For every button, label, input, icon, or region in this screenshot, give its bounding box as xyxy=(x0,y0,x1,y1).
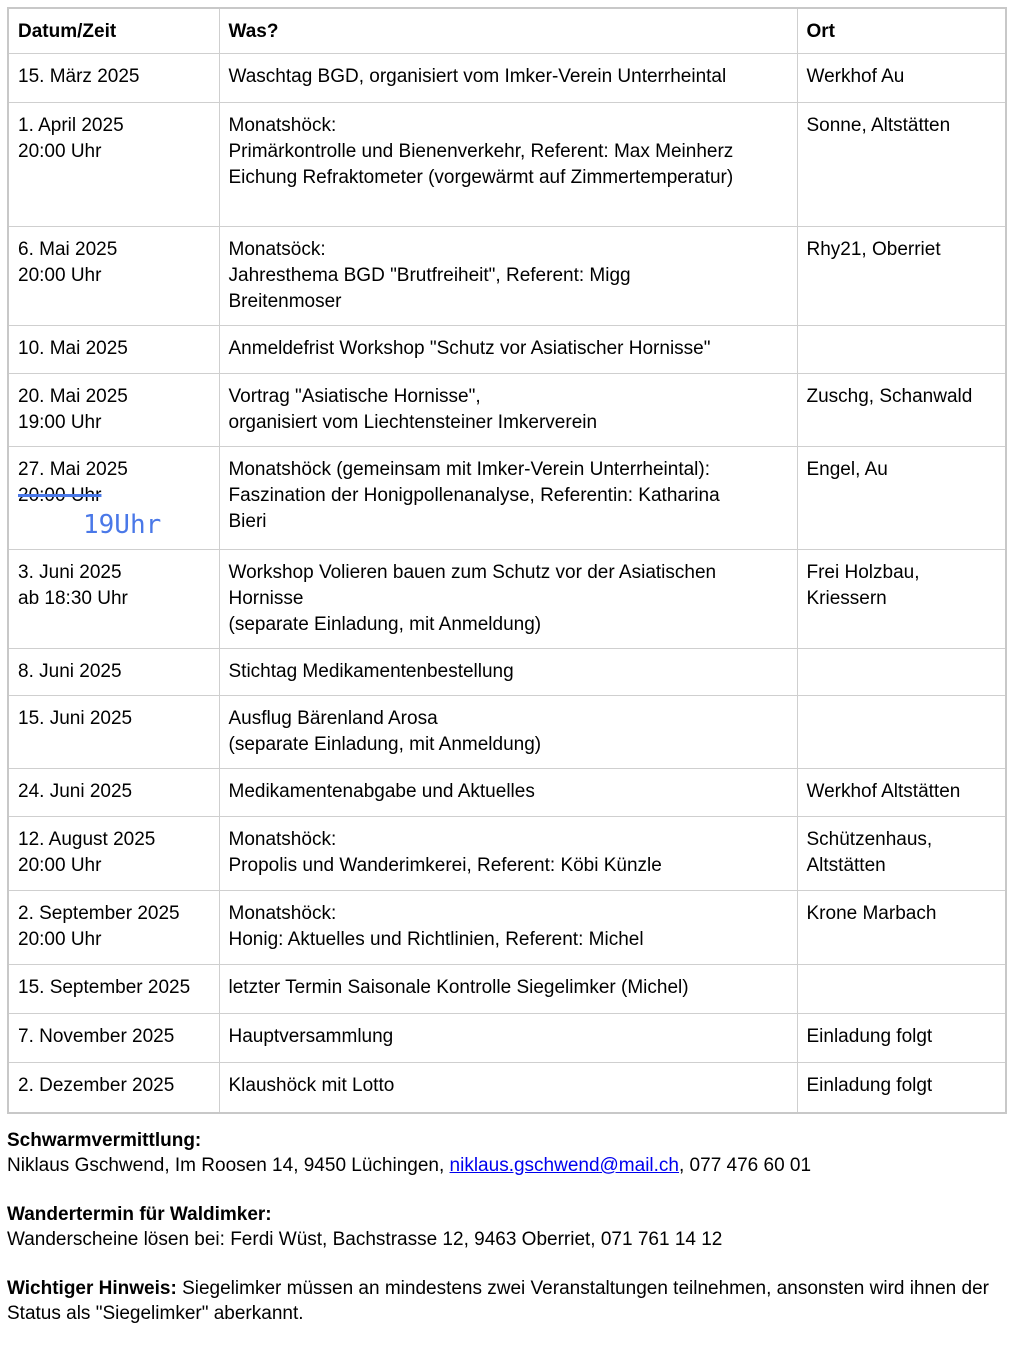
cell-where: Krone Marbach xyxy=(797,891,1006,965)
header-where: Ort xyxy=(797,8,1006,54)
table-row xyxy=(8,374,1006,447)
cell-where: Engel, Au xyxy=(797,447,1006,550)
cell-what: Ausflug Bärenland Arosa (separate Einladung, mit Anmeldung) xyxy=(219,696,797,769)
table-row xyxy=(8,696,1006,769)
notes-section xyxy=(7,1128,1002,1350)
table-row xyxy=(8,769,1006,817)
cell-date: 6. Mai 2025 20:00 Uhr xyxy=(8,227,219,326)
table-row xyxy=(8,965,1006,1014)
cell-where: Sonne, Altstätten xyxy=(797,103,1006,227)
cell-where xyxy=(797,649,1006,696)
cell-what: Monatshöck: Primärkontrolle und Bienenverkehr, Referent: Max Meinherz Eichung Refraktometer (vorgewärmt auf Zimmertemperatur) xyxy=(219,103,797,227)
cell-what: Monatshöck (gemeinsam mit Imker-Verein Unterrheintal): Faszination der Honigpollenanalyse, Referentin: Katharina Bieri xyxy=(219,447,797,550)
swarm-heading: Schwarmvermittlung: xyxy=(7,1130,202,1151)
header-date: Datum/Zeit xyxy=(8,8,219,54)
cell-date: 7. November 2025 xyxy=(8,1014,219,1063)
cell-date xyxy=(8,447,219,550)
cell-date: 12. August 2025 20:00 Uhr xyxy=(8,817,219,891)
forest-text: Wanderscheine lösen bei: Ferdi Wüst, Bachstrasse 12, 9463 Oberriet, 071 761 14 12 xyxy=(7,1229,723,1250)
schedule-table xyxy=(7,7,1007,1114)
table-row xyxy=(8,103,1006,227)
cell-date: 2. Dezember 2025 xyxy=(8,1063,219,1113)
swarm-contact: Niklaus Gschwend, Im Roosen 14, 9450 Lüchingen, xyxy=(7,1155,450,1176)
cell-where: Einladung folgt xyxy=(797,1014,1006,1063)
cell-date: 2. September 2025 20:00 Uhr xyxy=(8,891,219,965)
table-row xyxy=(8,447,1006,550)
cell-where xyxy=(797,696,1006,769)
cell-date: 15. September 2025 xyxy=(8,965,219,1014)
cell-date: 3. Juni 2025 ab 18:30 Uhr xyxy=(8,550,219,649)
cell-where: Einladung folgt xyxy=(797,1063,1006,1113)
cell-what: letzter Termin Saisonale Kontrolle Siegelimker (Michel) xyxy=(219,965,797,1014)
cell-what: Medikamentenabgabe und Aktuelles xyxy=(219,769,797,817)
cell-where: Schützenhaus, Altstätten xyxy=(797,817,1006,891)
cell-what: Monatsöck: Jahresthema BGD "Brutfreiheit", Referent: Migg Breitenmoser xyxy=(219,227,797,326)
header-what: Was? xyxy=(219,8,797,54)
cell-what: Vortrag "Asiatische Hornisse", organisiert vom Liechtensteiner Imkerverein xyxy=(219,374,797,447)
cell-where: Werkhof Altstätten xyxy=(797,769,1006,817)
cell-date: 1. April 2025 20:00 Uhr xyxy=(8,103,219,227)
email-link[interactable]: niklaus.gschwend@mail.ch xyxy=(449,1155,679,1176)
date-text: 27. Mai 2025 xyxy=(18,459,128,480)
table-row xyxy=(8,649,1006,696)
table-row xyxy=(8,54,1006,103)
table-row xyxy=(8,1014,1006,1063)
cell-date: 8. Juni 2025 xyxy=(8,649,219,696)
handwritten-correction: 19Uhr xyxy=(83,510,162,540)
cell-where: Werkhof Au xyxy=(797,54,1006,103)
cell-where xyxy=(797,326,1006,374)
cell-what: Anmeldefrist Workshop "Schutz vor Asiatischer Hornisse" xyxy=(219,326,797,374)
cell-date: 24. Juni 2025 xyxy=(8,769,219,817)
table-row xyxy=(8,1063,1006,1113)
cell-what: Workshop Volieren bauen zum Schutz vor der Asiatischen Hornisse (separate Einladung, mit Anmeldung) xyxy=(219,550,797,649)
struck-time: 20:00 Uhr xyxy=(18,485,102,506)
cell-what: Monatshöck: Propolis und Wanderimkerei, Referent: Köbi Künzle xyxy=(219,817,797,891)
table-header-row xyxy=(8,8,1006,54)
cell-date: 20. Mai 2025 19:00 Uhr xyxy=(8,374,219,447)
cell-where: Zuschg, Schanwald xyxy=(797,374,1006,447)
cell-date: 15. Juni 2025 xyxy=(8,696,219,769)
cell-what: Monatshöck: Honig: Aktuelles und Richtlinien, Referent: Michel xyxy=(219,891,797,965)
table-row xyxy=(8,227,1006,326)
swarm-paragraph xyxy=(7,1128,1002,1178)
table-row xyxy=(8,550,1006,649)
forest-paragraph xyxy=(7,1202,1002,1252)
table-row xyxy=(8,817,1006,891)
cell-date: 15. März 2025 xyxy=(8,54,219,103)
forest-heading: Wandertermin für Waldimker: xyxy=(7,1204,272,1225)
cell-what: Klaushöck mit Lotto xyxy=(219,1063,797,1113)
notice-text: Siegelimker müssen an mindestens zwei Veranstaltungen teilnehmen, ansonsten wird ihnen der Status als "Siegelimker" aberkannt. xyxy=(7,1278,989,1324)
cell-what: Stichtag Medikamentenbestellung xyxy=(219,649,797,696)
cell-what: Hauptversammlung xyxy=(219,1014,797,1063)
notice-heading: Wichtiger Hinweis: xyxy=(7,1278,177,1299)
notice-paragraph xyxy=(7,1276,1002,1326)
cell-where: Frei Holzbau, Kriessern xyxy=(797,550,1006,649)
cell-where: Rhy21, Oberriet xyxy=(797,227,1006,326)
cell-what: Waschtag BGD, organisiert vom Imker-Verein Unterrheintal xyxy=(219,54,797,103)
cell-where xyxy=(797,965,1006,1014)
cell-date: 10. Mai 2025 xyxy=(8,326,219,374)
swarm-phone: , 077 476 60 01 xyxy=(679,1155,812,1176)
table-row xyxy=(8,891,1006,965)
table-row xyxy=(8,326,1006,374)
